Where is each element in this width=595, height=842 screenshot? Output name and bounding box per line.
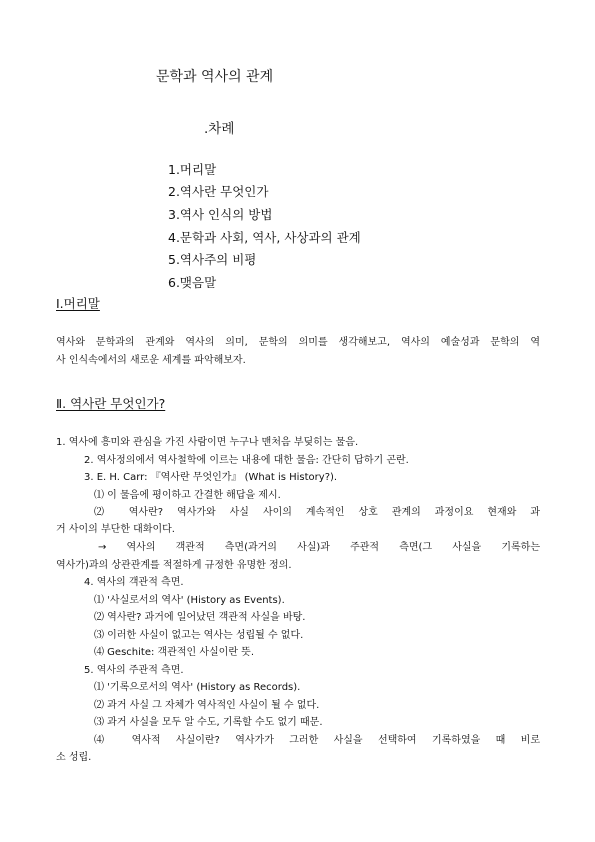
document-title: 문학과 역사의 관계 [156, 69, 274, 85]
intro-paragraph-line: 역사와 문학과의 관계와 역사의 의미, 문학의 의미를 생각해보고, 역사의 예술성과 문학의 역 [56, 337, 540, 348]
body-line: 5. 역사의 주관적 측면. [84, 665, 184, 676]
body-line: ⑴ '기록으로서의 역사' (History as Records). [94, 682, 301, 693]
body-line: 3. E. H. Carr: 『역사란 무엇인가』 (What is History?). [84, 472, 338, 483]
body-line: 4. 역사의 객관적 측면. [84, 577, 184, 588]
body-line: ⑴ '사실로서의 역사' (History as Events). [94, 595, 285, 606]
section-heading-intro: Ⅰ.머리말 [56, 296, 100, 311]
section-heading-what-is-history: Ⅱ. 역사란 무엇인가? [56, 396, 166, 411]
intro-paragraph-line: 사 인식속에서의 새로운 세계를 파악해보자. [56, 355, 246, 366]
body-line: 역사가)과의 상관관계를 적절하게 규정한 유명한 정의. [56, 560, 292, 571]
body-line: → 역사의 객관적 측면(과거의 사실)과 주관적 측면(그 사실을 기록하는 [98, 542, 540, 553]
body-line: ⑷ 역사적 사실이란? 역사가가 그러한 사실을 선택하여 기록하였을 때 비로 [94, 735, 540, 746]
toc-heading: .차례 [204, 121, 235, 137]
body-line: ⑵ 과거 사실 그 자체가 역사적인 사실이 될 수 없다. [94, 700, 320, 711]
toc-item: 1.머리말 [168, 162, 217, 177]
toc-item: 3.역사 인식의 방법 [168, 207, 273, 222]
body-line: ⑵ 역사란? 과거에 일어났던 객관적 사실을 바탕. [94, 612, 306, 623]
toc-item: 2.역사란 무엇인가 [168, 184, 269, 199]
body-line: 1. 역사에 흥미와 관심을 가진 사람이면 누구나 맨처음 부딪히는 물음. [56, 437, 359, 448]
body-line: ⑷ Geschite: 객관적인 사실이란 뜻. [94, 647, 255, 658]
body-line: 거 사이의 부단한 대화이다. [56, 524, 175, 535]
body-line: 소 성립. [56, 752, 92, 763]
toc-item: 5.역사주의 비평 [168, 252, 257, 267]
body-line: 2. 역사정의에서 역사철학에 이르는 내용에 대한 물음: 간단히 답하기 곤란. [84, 455, 409, 466]
body-line: ⑶ 이러한 사실이 없고는 역사는 성립될 수 없다. [94, 630, 304, 641]
toc-item: 4.문학과 사회, 역사, 사상과의 관계 [168, 230, 361, 245]
toc-item: 6.맺음말 [168, 275, 217, 290]
body-line: ⑶ 과거 사실을 모두 알 수도, 기록할 수도 없기 때문. [94, 717, 323, 728]
body-line: ⑵ 역사란? 역사가와 사실 사이의 계속적인 상호 관계의 과정이요 현재와 과 [94, 507, 540, 518]
body-line: ⑴ 이 물음에 평이하고 간결한 해답을 제시. [94, 490, 281, 501]
